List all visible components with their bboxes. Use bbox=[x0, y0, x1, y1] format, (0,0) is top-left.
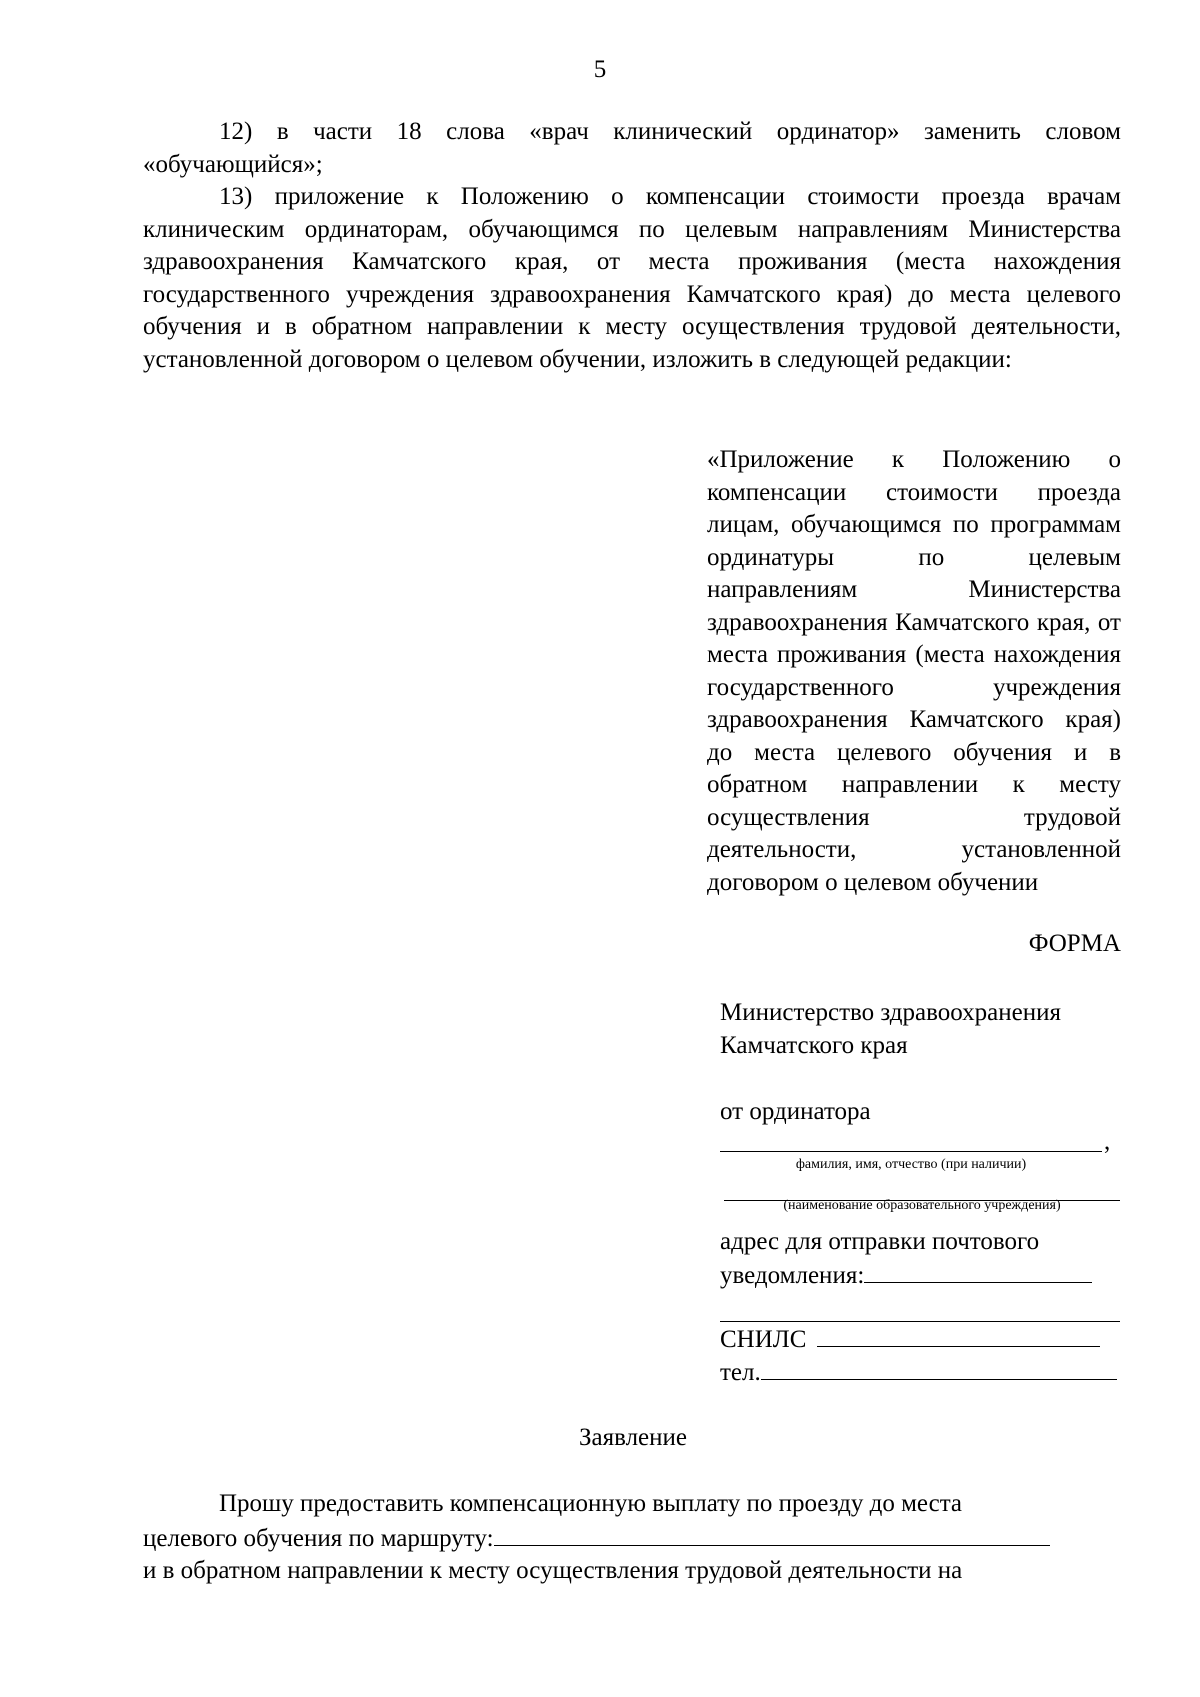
address-field-line-2[interactable] bbox=[720, 1296, 1120, 1322]
phone-row bbox=[720, 1355, 1120, 1389]
phone-label: тел. bbox=[720, 1359, 761, 1386]
item-12: 12) в части 18 слова «врач клинический ординатор» заменить словом «обучающийся»; bbox=[143, 118, 1121, 178]
amendments-section bbox=[143, 116, 1121, 376]
snils-label: СНИЛС bbox=[720, 1326, 807, 1353]
address-line-1: адрес для отправки почтового bbox=[720, 1228, 1040, 1255]
addressee-block bbox=[720, 996, 1120, 1062]
statement-line-2: целевого обучения по маршруту: bbox=[143, 1524, 494, 1552]
name-field[interactable] bbox=[720, 1128, 1102, 1152]
from-label: от ординатора bbox=[720, 1098, 871, 1125]
statement-body bbox=[143, 1488, 1121, 1588]
page-number: 5 bbox=[593, 56, 607, 83]
forma-label: ФОРМА bbox=[1028, 930, 1121, 957]
statement-title: Заявление bbox=[578, 1424, 688, 1451]
item-13: 13) приложение к Положению о компенсации стоимости проезда врачам клиническим ординаторам, обучающимся по целевым направлениям Министерства здравоохранения Камчатского края, от места проживания (места нахождения государственного учреждения здравоохранения Камчатского края) до места целевого обучения и в обратном направлении к месту осуществления трудовой деятельности, установленной договором о целевом обучении, изложить в следующей редакции: bbox=[143, 183, 1121, 373]
snils-row bbox=[720, 1322, 1120, 1356]
address-block bbox=[720, 1225, 1120, 1292]
name-comma: , bbox=[1104, 1128, 1111, 1155]
route-field[interactable] bbox=[494, 1521, 1050, 1546]
statement-line-1: Прошу предоставить компенсационную выплату по проезду до места bbox=[219, 1490, 963, 1517]
statement-line-3: и в обратном направлении к месту осуществления трудовой деятельности на bbox=[143, 1557, 963, 1584]
address-line-2: уведомления: bbox=[720, 1262, 865, 1289]
addressee-line-1: Министерство здравоохранения bbox=[720, 999, 1061, 1026]
institution-caption: (наименование образовательного учреждения) bbox=[783, 1198, 1061, 1213]
appendix-header: «Приложение к Положению о компенсации стоимости проезда лицам, обучающимся по программам ординатуры по целевым направлениям Министерства здравоохранения Камчатского края, от места проживания (места нахождения государственного учреждения здравоохранения Камчатского края) до места целевого обучения и в обратном направлении к месту осуществления трудовой деятельности, установленной договором о целевом обучении bbox=[707, 446, 1121, 896]
address-field[interactable] bbox=[864, 1258, 1092, 1283]
snils-field[interactable] bbox=[817, 1322, 1100, 1347]
addressee-line-2: Камчатского края bbox=[720, 1032, 908, 1059]
phone-field[interactable] bbox=[761, 1355, 1117, 1380]
name-caption: фамилия, имя, отчество (при наличии) bbox=[795, 1157, 1027, 1172]
